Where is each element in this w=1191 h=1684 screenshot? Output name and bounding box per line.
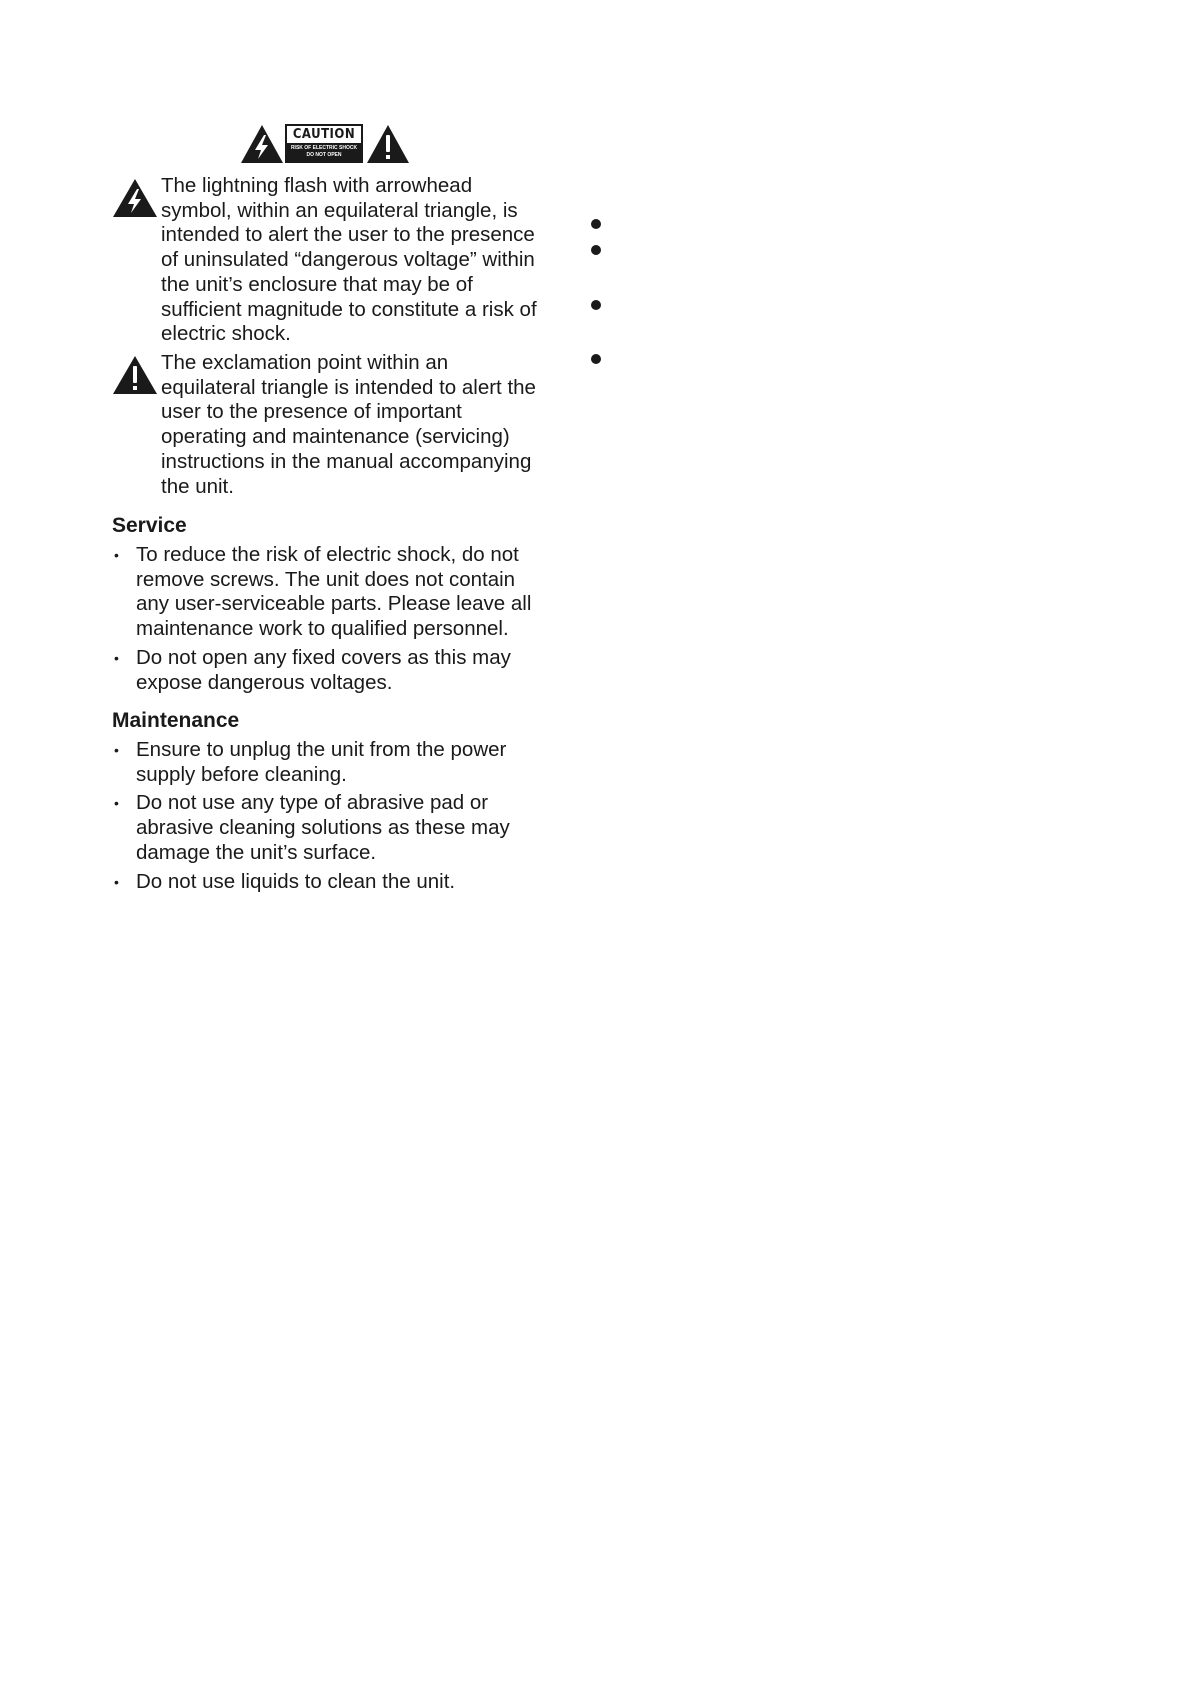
exclamation-symbol-explanation (112, 351, 542, 499)
caution-label (240, 124, 410, 164)
list-item-text: Do not use any type of abrasive pad or abrasive cleaning solutions as these may damage the unit’s surface. (136, 791, 510, 864)
bullet-icon: • (114, 547, 119, 563)
right-column-bullet-icon (591, 300, 601, 310)
lightning-warning-icon (240, 124, 284, 164)
list-item-text: Ensure to unplug the unit from the power supply before cleaning. (136, 738, 507, 786)
bullet-icon: • (114, 873, 119, 890)
caution-subtitle (287, 143, 361, 161)
list-item (112, 870, 542, 895)
maintenance-list (112, 738, 542, 898)
list-item (112, 543, 542, 642)
bullet-icon: • (114, 742, 119, 758)
lightning-symbol-text: The lightning flash with arrowhead symbol, within an equilateral triangle, is intended to alert the user to the presence of uninsulated “dangerous voltage” within the unit’s enclosure that may be of sufficient magnitude to constitute a risk of electric shock. (161, 174, 537, 346)
lightning-symbol-explanation (112, 174, 542, 347)
list-item-text: Do not open any fixed covers as this may expose dangerous voltages. (136, 645, 511, 694)
service-list (112, 543, 542, 699)
exclamation-symbol-text: The exclamation point within an equilateral triangle is intended to alert the user to the presence of important operating and maintenance (servicing) instructions in the manual accompanying the unit. (161, 351, 536, 498)
list-item (112, 738, 542, 787)
caution-title: CAUTION (292, 127, 356, 142)
list-item (112, 791, 542, 865)
right-column-bullet-icon (591, 219, 601, 229)
caution-line-1: RISK OF ELECTRIC SHOCK (290, 145, 358, 151)
exclamation-warning-icon (112, 355, 158, 395)
list-item-text: Do not use liquids to clean the unit. (136, 869, 456, 893)
maintenance-heading: Maintenance (112, 709, 240, 732)
bullet-icon: • (114, 649, 119, 666)
bullet-icon: • (114, 795, 119, 812)
service-heading: Service (112, 514, 187, 537)
list-item (112, 646, 542, 695)
exclamation-warning-icon (366, 124, 410, 164)
right-column-bullet-icon (591, 245, 601, 255)
lightning-warning-icon (112, 178, 158, 218)
caution-line-2: DO NOT OPEN (306, 152, 342, 158)
caution-box (285, 124, 363, 163)
right-column-bullet-icon (591, 354, 601, 364)
list-item-text: To reduce the risk of electric shock, do not remove screws. The unit does not contain any user-serviceable parts. Please leave all maintenance work to qualified personnel. (136, 543, 532, 641)
